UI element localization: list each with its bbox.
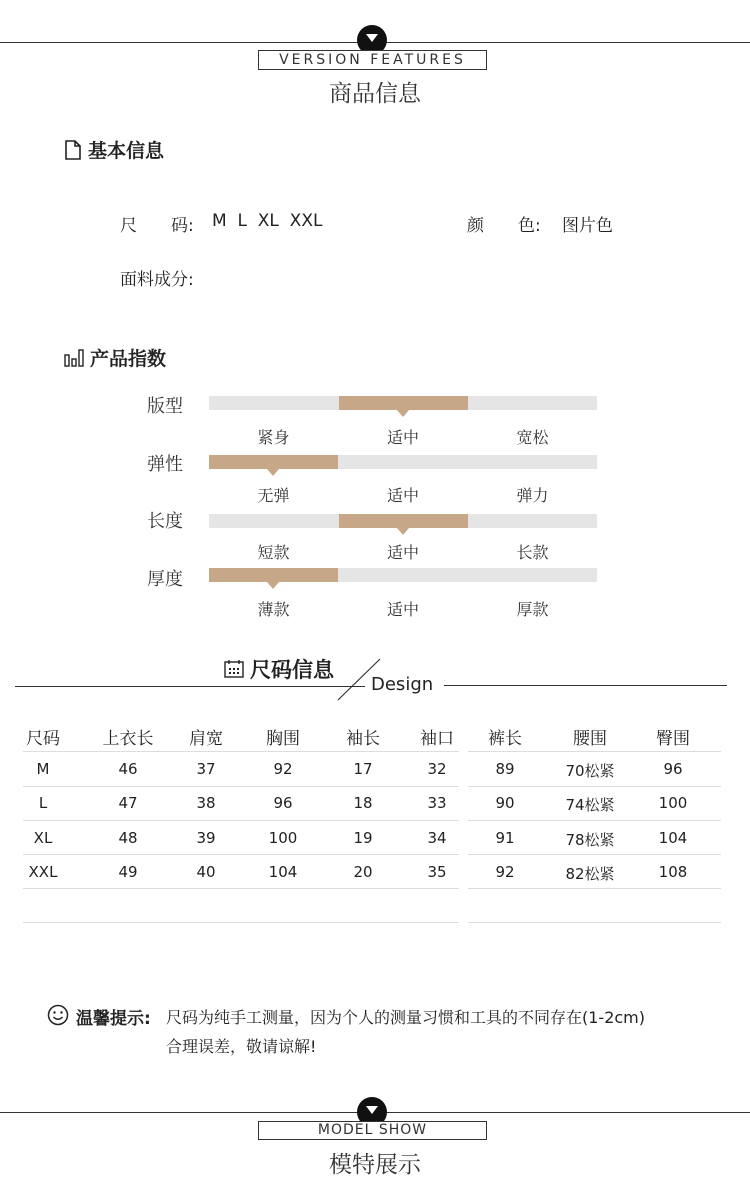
- tip-label: 温馨提示:: [76, 1009, 151, 1029]
- table-row-divider: [468, 888, 721, 889]
- table-row-divider: [23, 888, 459, 889]
- size-label: 尺 码:: [120, 216, 194, 236]
- table-header-cell: 袖口: [420, 729, 454, 749]
- gauge-track: [209, 514, 597, 528]
- table-row-divider: [23, 751, 459, 752]
- table-cell: 17: [353, 760, 373, 778]
- size-info-title: 尺码信息: [250, 658, 334, 682]
- table-header-cell: 腰围: [573, 729, 607, 749]
- basic-info-title: 基本信息: [88, 140, 165, 162]
- fabric-label: 面料成分:: [120, 270, 194, 290]
- gauge-option: 紧身: [257, 428, 290, 447]
- bar-chart-icon: [64, 349, 84, 367]
- table-header-cell: 裤长: [488, 729, 522, 749]
- size-info-rule-right: [444, 685, 727, 686]
- table-row-divider: [468, 786, 721, 787]
- gauge-option: 厚款: [516, 600, 549, 619]
- table-cell: 19: [353, 829, 373, 847]
- table-cell: 100: [658, 794, 688, 812]
- product-index-heading: [64, 344, 166, 371]
- table-cell: 32: [427, 760, 447, 778]
- product-index-title: 产品指数: [90, 348, 167, 370]
- gauge-track: [209, 455, 597, 469]
- gauge-label: 厚度: [147, 569, 183, 590]
- table-row-divider: [468, 922, 721, 923]
- table-row-divider: [468, 820, 721, 821]
- color-value: 图片色: [562, 216, 613, 236]
- table-cell: 20: [353, 863, 373, 881]
- table-cell: 96: [273, 794, 293, 812]
- table-cell: 37: [196, 760, 216, 778]
- table-cell: 70松紧: [565, 762, 615, 780]
- gauge-indicator: [209, 568, 338, 582]
- table-cell: 82松紧: [565, 865, 615, 883]
- gauge-option: 无弹: [257, 486, 290, 505]
- table-cell: 96: [663, 760, 683, 778]
- gauge-option: 适中: [386, 486, 419, 505]
- color-label: 颜 色:: [467, 216, 541, 236]
- gauge-label: 弹性: [147, 454, 183, 475]
- table-header-cell: 尺码: [26, 729, 60, 749]
- table-row-divider: [468, 751, 721, 752]
- table-cell: 47: [118, 794, 138, 812]
- table-cell: 92: [495, 863, 515, 881]
- table-cell: 104: [658, 829, 688, 847]
- size-info-rule-left: [15, 686, 365, 687]
- table-cell: 33: [427, 794, 447, 812]
- table-cell: 90: [495, 794, 515, 812]
- table-cell: 34: [427, 829, 447, 847]
- table-cell: 100: [268, 829, 298, 847]
- tip-line-1: 尺码为纯手工测量，因为个人的测量习惯和工具的不同存在(1-2cm): [166, 1008, 646, 1027]
- table-cell: 89: [495, 760, 515, 778]
- table-row-divider: [23, 854, 459, 855]
- table-cell: 78松紧: [565, 831, 615, 849]
- size-value: M L XL XXL: [212, 211, 323, 231]
- table-cell: 74松紧: [565, 796, 615, 814]
- gauge-option: 长款: [516, 543, 549, 562]
- table-cell: 49: [118, 863, 138, 881]
- gauge-option: 宽松: [516, 428, 549, 447]
- size-info-heading: [224, 654, 334, 684]
- table-cell: 40: [196, 863, 216, 881]
- smiley-icon: [47, 1004, 69, 1026]
- footer-en-title: MODEL SHOW: [258, 1121, 487, 1140]
- gauge-option: 适中: [386, 428, 419, 447]
- table-cell: M: [36, 760, 50, 778]
- table-cell: 39: [196, 829, 216, 847]
- footer-cn-title: 模特展示: [329, 1152, 421, 1178]
- table-cell: 92: [273, 760, 293, 778]
- gauge-track: [209, 568, 597, 582]
- header-en-title: VERSION FEATURES: [258, 50, 487, 70]
- table-cell: 38: [196, 794, 216, 812]
- table-cell: 35: [427, 863, 447, 881]
- table-cell: 46: [118, 760, 138, 778]
- table-header-cell: 臀围: [656, 729, 690, 749]
- table-row-divider: [23, 786, 459, 787]
- table-header-cell: 肩宽: [189, 729, 223, 749]
- table-cell: 91: [495, 829, 515, 847]
- table-cell: 104: [268, 863, 298, 881]
- design-label: Design: [371, 674, 434, 695]
- table-row-divider: [23, 820, 459, 821]
- gauge-indicator: [339, 396, 468, 410]
- table-cell: 48: [118, 829, 138, 847]
- gauge-indicator: [209, 455, 338, 469]
- table-cell: XL: [33, 829, 53, 847]
- table-header-cell: 袖长: [346, 729, 380, 749]
- gauge-label: 版型: [147, 396, 183, 417]
- gauge-track: [209, 396, 597, 410]
- gauge-option: 薄款: [257, 600, 290, 619]
- table-header-cell: 胸围: [266, 729, 300, 749]
- gauge-option: 适中: [386, 600, 419, 619]
- header-cn-title: 商品信息: [329, 81, 421, 107]
- calendar-icon: [224, 660, 244, 678]
- table-cell: XXL: [28, 863, 58, 881]
- table-cell: 108: [658, 863, 688, 881]
- gauge-label: 长度: [147, 511, 183, 532]
- gauge-option: 短款: [257, 543, 290, 562]
- gauge-indicator: [339, 514, 468, 528]
- tip-line-2: 合理误差，敬请谅解!: [166, 1037, 317, 1056]
- gauge-option: 弹力: [516, 486, 549, 505]
- basic-info-heading: [64, 136, 164, 163]
- gauge-option: 适中: [386, 543, 419, 562]
- document-icon: [64, 140, 82, 160]
- table-header-cell: 上衣长: [102, 729, 154, 749]
- table-cell: L: [38, 794, 48, 812]
- table-row-divider: [23, 922, 459, 923]
- table-row-divider: [468, 854, 721, 855]
- table-cell: 18: [353, 794, 373, 812]
